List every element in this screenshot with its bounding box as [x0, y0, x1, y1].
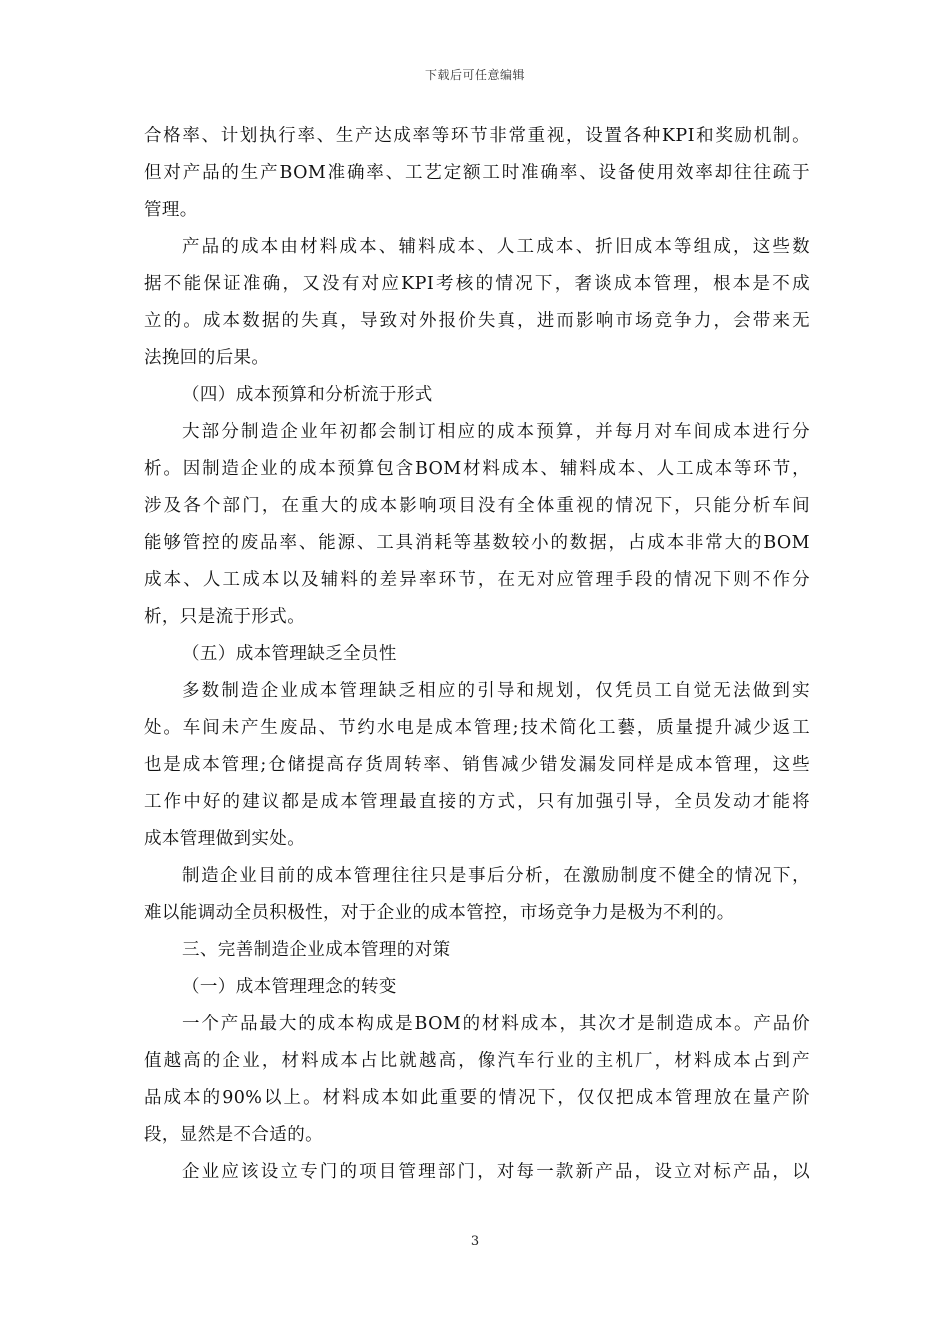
text-line: 立的。成本数据的失真，导致对外报价失真，进而影响市场竞争力，会带来无 [144, 311, 810, 331]
text-line: 法挽回的后果。 [144, 348, 270, 368]
text-line: 一个产品最大的成本构成是BOM的材料成本，其次才是制造成本。产品价 [182, 1014, 810, 1034]
text-line: 品成本的90%以上。材料成本如此重要的情况下，仅仅把成本管理放在量产阶 [144, 1088, 810, 1108]
text-line: 制造企业目前的成本管理往往只是事后分析，在激励制度不健全的情况下， [182, 866, 810, 886]
text-line: 多数制造企业成本管理缺乏相应的引导和规划，仅凭员工自觉无法做到实 [182, 681, 810, 701]
text-line: 三、完善制造企业成本管理的对策 [182, 940, 451, 960]
text-line: 值越高的企业，材料成本占比就越高，像汽车行业的主机厂，材料成本占到产 [144, 1051, 810, 1071]
text-line: 难以能调动全员积极性，对于企业的成本管控，市场竞争力是极为不利的。 [144, 903, 735, 923]
text-line: 析。因制造企业的成本预算包含BOM材料成本、辅料成本、人工成本等环节， [144, 459, 810, 479]
text-line: 涉及各个部门，在重大的成本影响项目没有全体重视的情况下，只能分析车间 [144, 496, 810, 516]
text-line: 成本管理做到实处。 [144, 829, 306, 849]
text-line: 处。车间未产生废品、节约水电是成本管理;技术简化工藝，质量提升减少返工 [144, 718, 810, 738]
page-number: 3 [470, 1234, 480, 1249]
text-line: 大部分制造企业年初都会制订相应的成本预算，并每月对车间成本进行分 [182, 422, 810, 442]
text-line: 工作中好的建议都是成本管理最直接的方式，只有加强引导，全员发动才能将 [144, 792, 810, 812]
text-line: 合格率、计划执行率、生产达成率等环节非常重视，设置各种KPI和奖励机制。 [144, 126, 810, 146]
page-header: 下载后可任意编辑 [424, 68, 525, 82]
text-line: 产品的成本由材料成本、辅料成本、人工成本、折旧成本等组成，这些数 [182, 237, 810, 257]
text-line: 但对产品的生产BOM准确率、工艺定额工时准确率、设备使用效率却往往疏于 [144, 163, 810, 183]
text-line: （五）成本管理缺乏全员性 [182, 644, 397, 664]
text-line: 析，只是流于形式。 [144, 607, 306, 627]
text-line: 管理。 [144, 200, 198, 220]
text-line: 企业应该设立专门的项目管理部门，对每一款新产品，设立对标产品，以 [182, 1162, 810, 1182]
text-line: 据不能保证准确，又没有对应KPI考核的情况下，奢谈成本管理，根本是不成 [144, 274, 810, 294]
text-line: （四）成本预算和分析流于形式 [182, 385, 433, 405]
text-line: 能够管控的废品率、能源、工具消耗等基数较小的数据，占成本非常大的BOM [144, 533, 810, 553]
text-line: 成本、人工成本以及辅料的差异率环节，在无对应管理手段的情况下则不作分 [144, 570, 810, 590]
text-line: （一）成本管理理念的转变 [182, 977, 397, 997]
text-line: 段，显然是不合适的。 [144, 1125, 323, 1145]
document-body [144, 118, 810, 1191]
text-line: 也是成本管理;仓储提高存货周转率、销售减少错发漏发同样是成本管理，这些 [144, 755, 810, 775]
